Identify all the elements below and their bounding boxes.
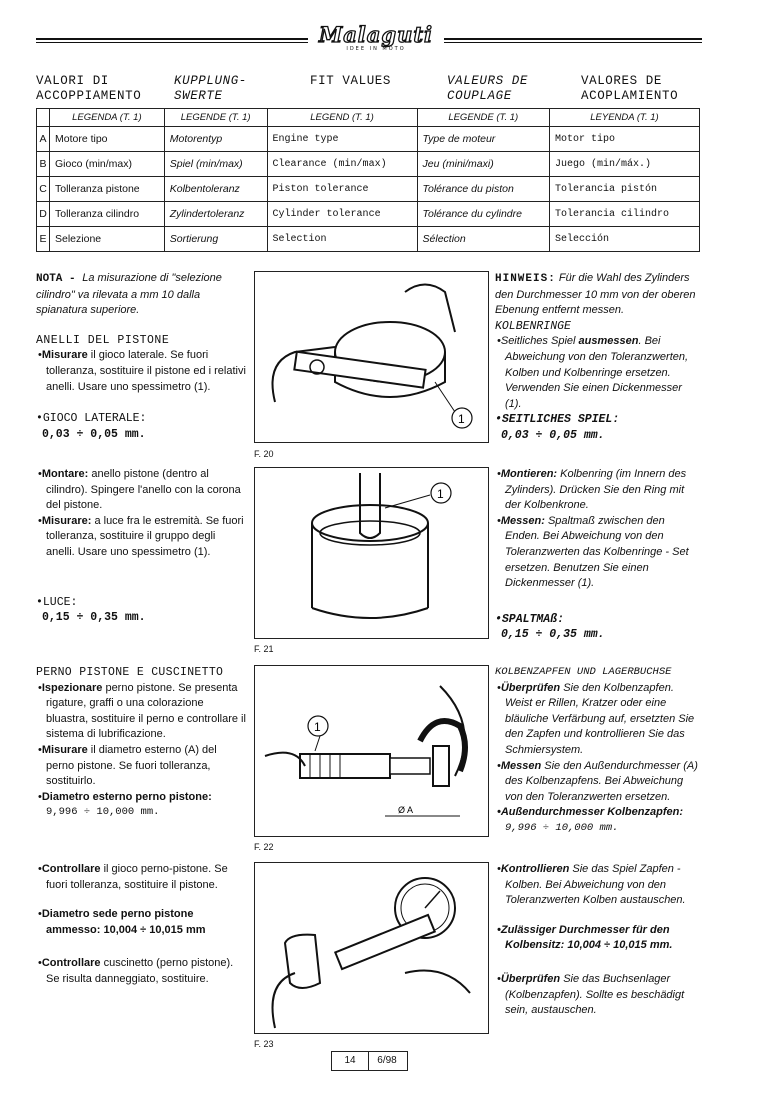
controllare2-bold: Controllare [41,957,101,970]
misurare3-bold: Misurare [41,743,88,756]
table-cell: Type de moteur [417,127,549,152]
caption-f20: F. 20 [254,449,274,459]
right-column-3 [495,665,701,837]
figure-21-drawing [255,468,488,638]
uberprufen-text: Sie den Kolbenzapfen. Weist er Rillen, Kratzer oder eine bläuliche Verfärbung auf, ersetzten Sie den Zapfen und kontrollieren Sie das Schmiersystem. [505,681,695,756]
brand-tagline: IDEE IN MOTO [346,46,406,52]
nota-paragraph [36,271,246,319]
table-cell: Juego (min/máx.) [549,152,699,177]
messen2-bold: Messen [500,759,542,772]
luce-value: 0,15 ÷ 0,35 mm. [42,611,146,625]
row-key: A [37,127,50,152]
figure-23-drawing [255,863,488,1033]
legend-header-de: LEGENDE (T. 1) [164,109,267,127]
caption-f21: F. 21 [254,644,274,654]
misurare3-paragraph: •Misurare il diametro esterno (A) del perno pistone. Se fuori tolleranza, sostituirlo. [38,743,217,788]
spaltmass-label: •SPALTMAß: [495,612,565,626]
hinweis-label: HINWEIS: [495,273,556,285]
header-rule-left [36,38,308,40]
misurare1-bold: Misurare [41,349,88,362]
table-cell: Motorentyp [164,127,267,152]
heading-it-line2: ACCOPPIAMENTO [36,89,142,103]
legend-table [36,108,700,252]
table-cell: Selección [549,227,699,252]
table-cell: Clearance (min/max) [267,152,417,177]
aussen-paragraph [495,805,701,821]
controllare1-text: il gioco perno-pistone. Se fuori tolleranza, sostituire il pistone. [46,863,228,891]
heading-en-line1: FIT VALUES [310,74,392,88]
ispezionare-bold: Ispezionare [41,681,103,694]
row-key: B [37,152,50,177]
row-key: C [37,177,50,202]
seitliches-b: ausmessen [578,335,639,348]
table-cell: Selection [267,227,417,252]
messen-bold: Messen: [500,514,545,527]
heading-fr-line2: COUPLAGE [447,89,512,103]
seitliches-c: . Bei Abweichung von den Toleranzwerten, Kolben und Kolbenringe ersetzen. Verwenden Sie einen Dickenmesser (1). [505,335,689,410]
heading-it [36,74,141,104]
table-row [37,202,700,227]
table-cell: Cylinder tolerance [267,202,417,227]
nota-text: La misurazione di "selezione cilindro" va rilevata a mm 10 dalla spianatura superiore. [36,272,222,317]
legend-header-fr: LEGENDE (T. 1) [417,109,549,127]
uberprufen2-text: Sie das Buchsenlager (Kolbenzapfen). Sollte es beschädigt sein, austauschen. [505,972,685,1017]
table-cell: Sortierung [164,227,267,252]
callout-1: 1 [458,412,465,426]
montieren-paragraph: •Montieren: Kolbenring (im Innern des Zylinders). Drücken Sie den Ring mit der Kolbenkrone. [497,468,687,512]
row-key: D [37,202,50,227]
row-key: E [37,227,50,252]
heading-it-line1: VALORI DI [36,74,109,88]
table-row [37,152,700,177]
figure-21 [254,467,489,639]
ispezionare-paragraph: •Ispezionare perno pistone. Se presenta rigature, graffi o una colorazione bluastra, sostituire il perno e controllare il sistema di lubrificazione. [38,681,246,741]
legend-header-row [37,109,700,127]
table-cell: Tolerancia pistón [549,177,699,202]
gioco-label: •GIOCO LATERALE: [36,412,147,426]
gioco-value: 0,03 ÷ 0,05 mm. [42,427,146,441]
table-cell: Gioco (min/max) [50,152,165,177]
misurare2-text: a luce fra le estremità. Se fuori tolleranza, sostituire il gruppo degli anelli. Usare uno spessimetro (1). [46,514,244,558]
misurare3-text: il diametro esterno (A) del perno pistone. Se fuori tolleranza, sostituirlo. [46,743,217,788]
table-cell: Sélection [417,227,549,252]
kontrollieren-text: Sie das Spiel Zapfen - Kolben. Bei Abweichung von den Toleranzwerten Kolben austauschen. [505,863,686,907]
figure-20-drawing [255,272,488,442]
messen2-text: Sie den Außendurchmesser (A) des Kolbenzapfens. Bei Abweichung von den Toleranzwerten ersetzen. [505,759,698,803]
spiel-label: •SEITLICHES SPIEL: [495,413,620,427]
heading-es-line2: ACOPLAMIENTO [581,89,679,103]
header-rule-right [444,38,702,40]
table-cell: Tolérance du cylindre [417,202,549,227]
spiel-value: 0,03 ÷ 0,05 mm. [501,428,605,442]
callout-1: 1 [314,720,321,734]
callout-1: 1 [437,487,444,501]
figure-22-drawing [255,666,488,836]
messen2-paragraph: •Messen Sie den Außendurchmesser (A) des Kolbenzapfens. Bei Abweichung von den Toleranzwerten ersetzen. [497,759,698,803]
uberprufen2-paragraph: •Überprüfen Sie das Buchsenlager (Kolbenzapfen). Sollte es beschädigt sein, austauschen. [497,972,685,1017]
messen-text: Spaltmaß zwischen den Enden. Bei Abweichung von den Toleranzwerten das Kolbenringe - Set ersetzen. Benutzen Sie einen Dickenmesser (1). [505,514,689,590]
table-cell: Kolbentoleranz [164,177,267,202]
sede-paragraph: •Diametro sede perno pistone ammesso: 10,004 ÷ 10,015 mm [38,908,206,936]
left-column-4 [36,862,246,988]
misurare1-text: il gioco laterale. Se fuori tolleranza, sostituire il pistone ed i relativi anelli. Usare uno spessimetro (1). [46,349,246,393]
legend-header-en: LEGEND (T. 1) [267,109,417,127]
page-edition: 6/98 [367,1051,408,1071]
heading-de-line1: KUPPLUNG- [174,74,247,88]
table-row [37,227,700,252]
controllare1-bold: Controllare [41,863,101,875]
heading-fr-line1: VALEURS DE [447,74,529,88]
nota-label: NOTA - [36,273,83,285]
misurare2-paragraph: •Misurare: a luce fra le estremità. Se fuori tolleranza, sostituire il gruppo degli anelli. Usare uno spessimetro (1). [38,514,244,558]
heading-en [310,74,391,89]
section-title-perno: PERNO PISTONE E CUSCINETTO [36,666,224,679]
seitliches-paragraph [495,334,701,412]
heading-de-line2: SWERTE [174,89,223,103]
diametro-value: 9,996 ÷ 10,000 mm. [46,806,160,819]
seitliches-a: •Seitliches Spiel [497,335,579,348]
right-column [495,271,701,444]
table-cell: Selezione [50,227,165,252]
controllare2-text: cuscinetto (perno pistone). Se risulta danneggiato, sostituire. [46,957,234,985]
spaltmass-value: 0,15 ÷ 0,35 mm. [501,628,605,642]
header-rule-right-2 [444,42,702,43]
hinweis-paragraph [495,271,701,319]
table-cell: Tolleranza pistone [50,177,165,202]
heading-fr [447,74,528,104]
controllare1-paragraph: •Controllare il gioco perno-pistone. Se fuori tolleranza, sostituire il pistone. [38,863,228,891]
montare-paragraph: •Montare: anello pistone (dentro al cilindro). Spingere l'anello con la corona del pistone. [38,468,241,512]
uberprufen2-bold: Überprüfen [500,972,561,985]
table-cell: Tolerancia cilindro [549,202,699,227]
left-column-2 [36,467,246,626]
diametro-bold: Diametro esterno perno pistone: [41,790,212,803]
section-title-kolbenzapfen: KOLBENZAPFEN UND LAGERBUCHSE [495,666,672,678]
caption-f22: F. 22 [254,842,274,852]
zulassig-bold: •Zulässiger Durchmesser für den Kolbensitz: 10,004 ÷ 10,015 mm. [497,923,673,952]
ispezionare-text: perno pistone. Se presenta rigature, graffi o una colorazione bluastra, sostituire il perno e controllare il sistema di lubrificazione. [46,681,246,741]
table-row [37,177,700,202]
brand-logo [312,22,440,54]
misurare1-paragraph: •Misurare il gioco laterale. Se fuori tolleranza, sostituire il pistone ed i relativi anelli. Usare uno spessimetro (1). [38,349,246,393]
kontrollieren-paragraph: •Kontrollieren Sie das Spiel Zapfen - Kolben. Bei Abweichung von den Toleranzwerten Kolben austauschen. [497,863,686,907]
montare-text: anello pistone (dentro al cilindro). Spingere l'anello con la corona del pistone. [46,468,241,512]
page-number: 14 [331,1051,369,1071]
heading-es [581,74,678,104]
figure-20 [254,271,489,443]
montieren-text: Kolbenring (im Innern des Zylinders). Drücken Sie den Ring mit der Kolbenkrone. [505,468,687,512]
section-title-kolbenringe: KOLBENRINGE [495,319,571,333]
controllare2-paragraph: •Controllare cuscinetto (perno pistone). Se risulta danneggiato, sostituire. [38,957,234,985]
left-column-3 [36,665,246,821]
misurare2-bold: Misurare: [41,514,92,527]
montare-bold: Montare: [41,468,89,480]
section-title-anelli: ANELLI DEL PISTONE [36,333,170,347]
heading-de [174,74,247,104]
luce-label: •LUCE: [36,595,78,609]
heading-es-line1: VALORES DE [581,74,663,88]
brand-logo-text: Malaguti [318,22,434,47]
table-cell: Piston tolerance [267,177,417,202]
legend-header-it: LEGENDA (T. 1) [50,109,165,127]
right-column-2 [495,467,701,643]
hinweis-text: Für die Wahl des Zylinders den Durchmesser 10 mm von der oberen Ebenung entfernt messen. [495,272,696,317]
right-column-4 [495,862,701,1019]
messen-paragraph: •Messen: Spaltmaß zwischen den Enden. Bei Abweichung von den Toleranzwerten das Kolbenringe - Set ersetzen. Benutzen Sie einen Dickenmesser (1). [497,514,689,590]
legend-header-es: LEYENDA (T. 1) [549,109,699,127]
table-row [37,127,700,152]
sede-bold: Diametro sede perno pistone ammesso: 10,004 ÷ 10,015 mm [41,908,206,936]
kontrollieren-bold: Kontrollieren [500,863,570,875]
aussen-label: •Außendurchmesser Kolbenzapfen: [497,806,683,819]
dimension-label: Ø A [398,805,414,815]
montieren-bold: Montieren: [500,468,558,480]
legend-corner-cell [37,109,50,127]
table-cell: Tolleranza cilindro [50,202,165,227]
aussen-value: 9,996 ÷ 10,000 mm. [505,821,619,834]
figure-22 [254,665,489,837]
uberprufen-bold: Überprüfen [500,681,561,694]
zulassig-paragraph [495,923,701,954]
header-rule-left-2 [36,42,308,43]
figure-23 [254,862,489,1034]
diametro-paragraph: •Diametro esterno perno pistone: [38,790,212,803]
table-cell: Zylindertoleranz [164,202,267,227]
table-cell: Engine type [267,127,417,152]
table-cell: Motor tipo [549,127,699,152]
uberprufen-paragraph: •Überprüfen Sie den Kolbenzapfen. Weist er Rillen, Kratzer oder eine bläuliche Verfärbung auf, ersetzten Sie den Zapfen und kontrollieren Sie das Schmiersystem. [497,681,695,756]
table-cell: Spiel (min/max) [164,152,267,177]
table-cell: Tolérance du piston [417,177,549,202]
caption-f23: F. 23 [254,1039,274,1049]
table-cell: Jeu (mini/maxi) [417,152,549,177]
table-cell: Motore tipo [50,127,165,152]
left-column [36,271,246,442]
